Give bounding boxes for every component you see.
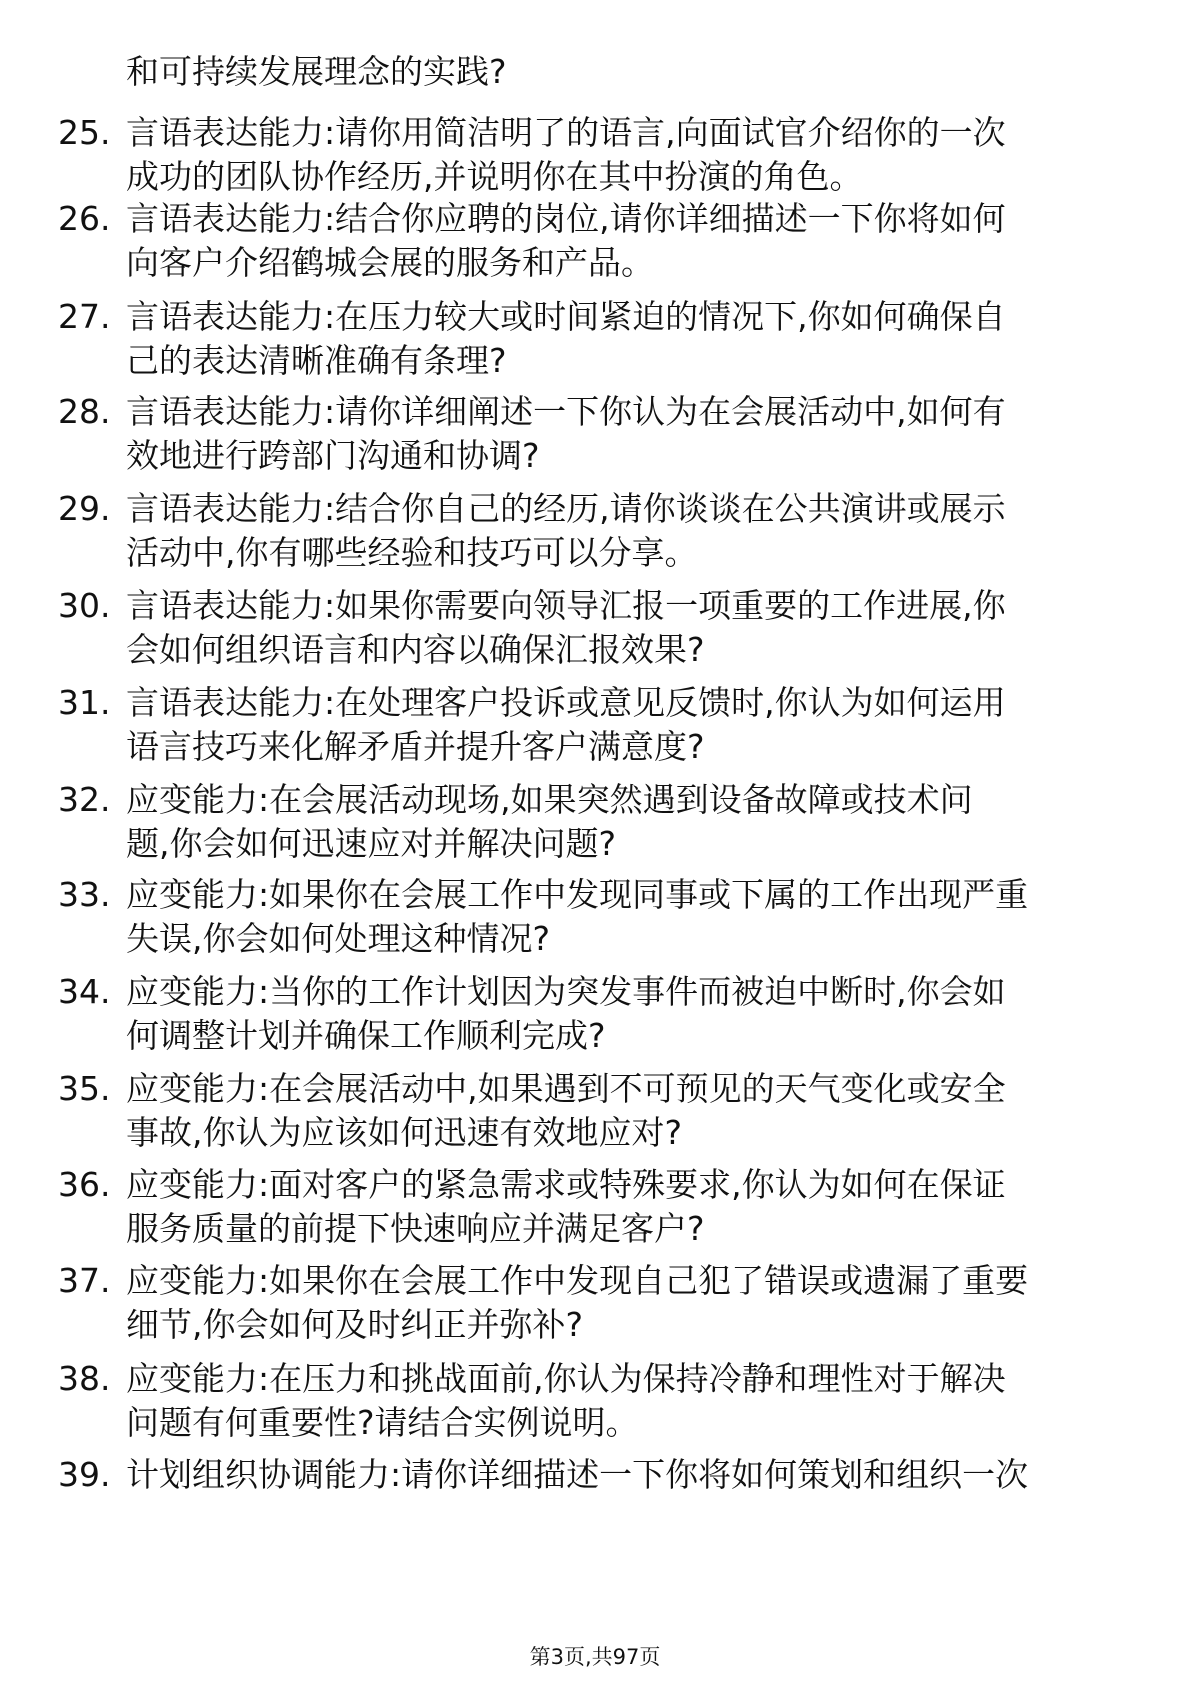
question-text-line: 事故,你认为应该如何迅速有效地应对? (126, 1113, 683, 1152)
question-number: 26. (58, 199, 111, 238)
question-text-line: 向客户介绍鹤城会展的服务和产品。 (126, 243, 654, 282)
question-text-line: 细节,你会如何及时纠正并弥补? (126, 1305, 584, 1344)
question-text-line: 言语表达能力:在处理客户投诉或意见反馈时,你认为如何运用 (126, 683, 1006, 722)
question-text-line: 己的表达清晰准确有条理? (126, 341, 507, 380)
question-text-line: 应变能力:面对客户的紧急需求或特殊要求,你认为如何在保证 (126, 1165, 1006, 1204)
question-text-line: 言语表达能力:结合你应聘的岗位,请你详细描述一下你将如何 (126, 199, 1006, 238)
question-text-line: 效地进行跨部门沟通和协调? (126, 436, 540, 475)
question-text-line: 言语表达能力:结合你自己的经历,请你谈谈在公共演讲或展示 (126, 489, 1006, 528)
question-text-line: 活动中,你有哪些经验和技巧可以分享。 (126, 533, 698, 572)
question-number: 39. (58, 1455, 111, 1494)
question-text-line: 会如何组织语言和内容以确保汇报效果? (126, 630, 705, 669)
question-number: 38. (58, 1359, 111, 1398)
question-text-line: 应变能力:在会展活动中,如果遇到不可预见的天气变化或安全 (126, 1069, 1006, 1108)
question-text-line: 应变能力:当你的工作计划因为突发事件而被迫中断时,你会如 (126, 972, 1006, 1011)
question-number: 34. (58, 972, 111, 1011)
question-text-line: 计划组织协调能力:请你详细描述一下你将如何策划和组织一次 (126, 1455, 1029, 1494)
question-text-line: 服务质量的前提下快速响应并满足客户? (126, 1209, 705, 1248)
question-number: 37. (58, 1261, 111, 1300)
question-text-line: 何调整计划并确保工作顺利完成? (126, 1016, 606, 1055)
question-text-line: 失误,你会如何处理这种情况? (126, 919, 551, 958)
question-number: 33. (58, 875, 111, 914)
continuation-text: 和可持续发展理念的实践? (126, 52, 507, 91)
question-text-line: 言语表达能力:请你详细阐述一下你认为在会展活动中,如何有 (126, 392, 1006, 431)
question-text-line: 应变能力:在会展活动现场,如果突然遇到设备故障或技术问 (126, 780, 973, 819)
question-text-line: 言语表达能力:请你用简洁明了的语言,向面试官介绍你的一次 (126, 113, 1006, 152)
question-text-line: 言语表达能力:如果你需要向领导汇报一项重要的工作进展,你 (126, 586, 1006, 625)
question-number: 32. (58, 780, 111, 819)
question-text-line: 应变能力:在压力和挑战面前,你认为保持冷静和理性对于解决 (126, 1359, 1006, 1398)
question-number: 36. (58, 1165, 111, 1204)
page-footer: 第3页,共97页 (529, 1645, 661, 1669)
question-text-line: 问题有何重要性?请结合实例说明。 (126, 1403, 639, 1442)
question-number: 28. (58, 392, 111, 431)
question-text-line: 应变能力:如果你在会展工作中发现自己犯了错误或遗漏了重要 (126, 1261, 1029, 1300)
question-text-line: 应变能力:如果你在会展工作中发现同事或下属的工作出现严重 (126, 875, 1029, 914)
question-text-line: 题,你会如何迅速应对并解决问题? (126, 824, 617, 863)
question-text-line: 成功的团队协作经历,并说明你在其中扮演的角色。 (126, 157, 863, 196)
question-number: 35. (58, 1069, 111, 1108)
question-number: 31. (58, 683, 111, 722)
question-text-line: 语言技巧来化解矛盾并提升客户满意度? (126, 727, 705, 766)
question-text-line: 言语表达能力:在压力较大或时间紧迫的情况下,你如何确保自 (126, 297, 1006, 336)
question-number: 29. (58, 489, 111, 528)
question-number: 25. (58, 113, 111, 152)
question-number: 27. (58, 297, 111, 336)
question-number: 30. (58, 586, 111, 625)
